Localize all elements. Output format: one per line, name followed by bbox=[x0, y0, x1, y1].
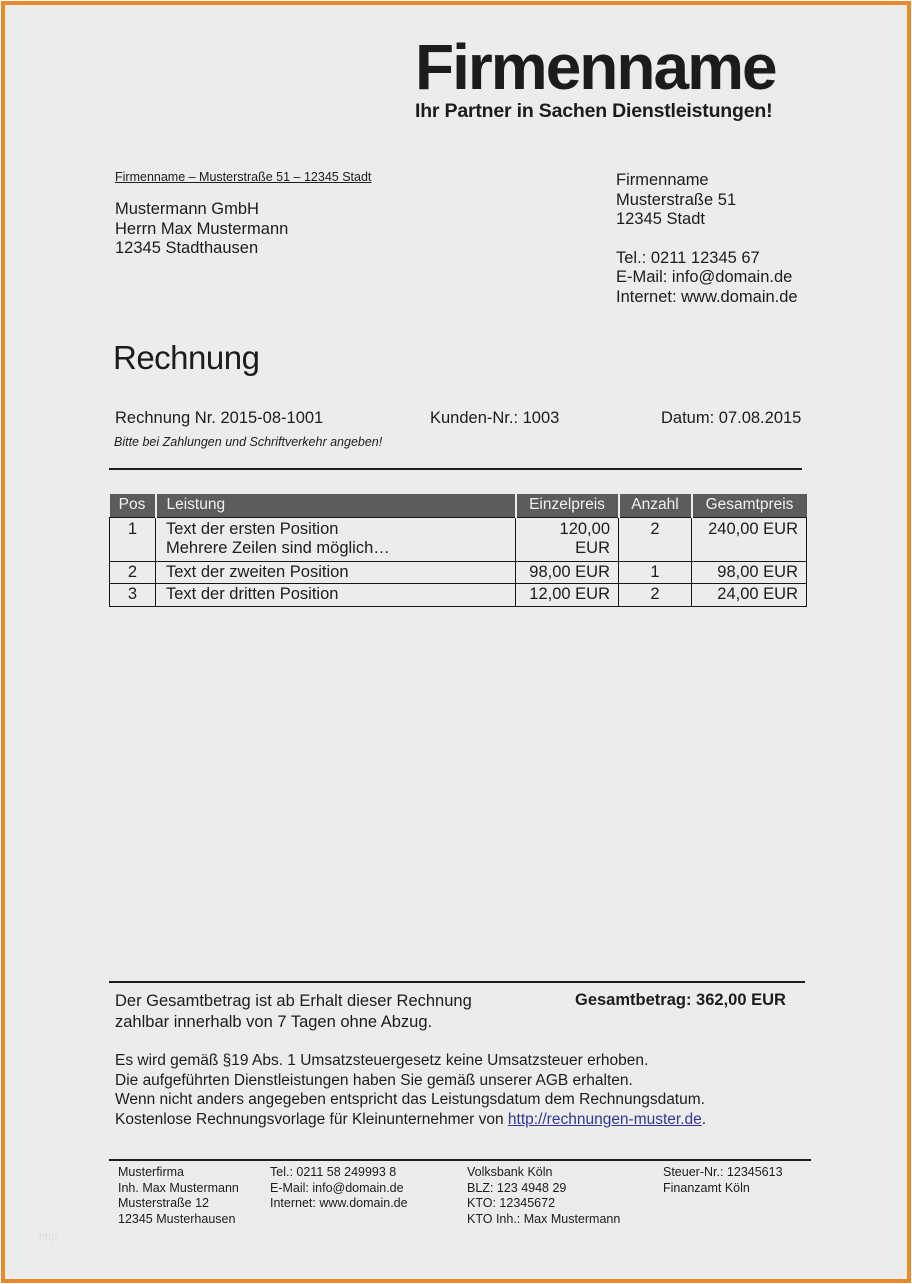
item-unit-price: 120,00 EUR bbox=[516, 517, 619, 561]
item-description: Text der dritten Position bbox=[156, 584, 516, 607]
company-logo bbox=[415, 31, 815, 123]
item-pos: 1 bbox=[110, 517, 156, 561]
divider-above-total bbox=[109, 981, 805, 983]
payment-terms-line1: Der Gesamtbetrag ist ab Erhalt dieser Rechnung bbox=[115, 992, 472, 1010]
invoice-number: Rechnung Nr. 2015-08-1001 bbox=[115, 409, 324, 427]
legal-link-suffix: . bbox=[701, 1110, 707, 1128]
item-unit-price: 98,00 EUR bbox=[516, 561, 619, 584]
legal-line-agb: Die aufgeführten Dienstleistungen haben Sie gemäß unserer AGB erhalten. bbox=[115, 1071, 633, 1089]
contact-email: E-Mail: info@domain.de bbox=[616, 268, 793, 286]
line-items-table bbox=[109, 494, 807, 607]
company-contact-block bbox=[616, 171, 798, 307]
column-header-service: Leistung bbox=[156, 494, 516, 517]
footer-contact-column bbox=[270, 1165, 408, 1212]
divider-above-table bbox=[109, 468, 802, 470]
table-header-row bbox=[110, 494, 807, 517]
contact-spacer bbox=[616, 230, 798, 249]
item-quantity: 2 bbox=[619, 584, 692, 607]
page-title: Rechnung bbox=[113, 339, 260, 376]
legal-line-service-date: Wenn nicht anders angegeben entspricht das Leistungsdatum dem Rechnungsdatum. bbox=[115, 1091, 705, 1108]
footer-bank-blz: BLZ: 123 4948 29 bbox=[467, 1180, 567, 1195]
footer-tax-office: Finanzamt Köln bbox=[663, 1180, 750, 1195]
sender-return-address: Firmenname – Musterstraße 51 – 12345 Stadt bbox=[115, 170, 372, 184]
grand-total: Gesamtbetrag: 362,00 EUR bbox=[575, 991, 786, 1009]
contact-website: Internet: www.domain.de bbox=[616, 287, 798, 306]
contact-street: Musterstraße 51 bbox=[616, 190, 737, 209]
item-total: 98,00 EUR bbox=[692, 561, 807, 584]
recipient-name: Herrn Max Mustermann bbox=[115, 219, 289, 238]
footer-tax-number: Steuer-Nr.: 12345613 bbox=[663, 1165, 783, 1179]
contact-phone: Tel.: 0211 12345 67 bbox=[616, 248, 760, 267]
item-total: 240,00 EUR bbox=[692, 517, 807, 561]
table-row bbox=[110, 561, 807, 584]
footer-website: Internet: www.domain.de bbox=[270, 1196, 408, 1210]
legal-line-tax: Es wird gemäß §19 Abs. 1 Umsatzsteuergesetz keine Umsatzsteuer erhoben. bbox=[115, 1052, 649, 1069]
column-header-pos: Pos bbox=[110, 494, 156, 517]
item-total: 24,00 EUR bbox=[692, 584, 807, 607]
divider-above-footer bbox=[109, 1159, 811, 1161]
footer-company-column bbox=[118, 1165, 239, 1227]
customer-number: Kunden-Nr.: 1003 bbox=[430, 409, 560, 427]
column-header-total: Gesamtpreis bbox=[692, 494, 807, 517]
recipient-company: Mustermann GmbH bbox=[115, 200, 259, 218]
payment-terms bbox=[115, 991, 472, 1032]
footer-owner: Inh. Max Mustermann bbox=[118, 1180, 239, 1195]
footer-bank-holder: KTO Inh.: Max Mustermann bbox=[467, 1211, 621, 1226]
item-description-line1: Text der ersten Position bbox=[166, 519, 339, 538]
payment-terms-line2: zahlbar innerhalb von 7 Tagen ohne Abzug. bbox=[115, 1012, 433, 1031]
legal-notes bbox=[115, 1051, 706, 1129]
footer-city: 12345 Musterhausen bbox=[118, 1211, 236, 1226]
item-description bbox=[156, 517, 516, 561]
item-description: Text der zweiten Position bbox=[156, 561, 516, 584]
contact-city: 12345 Stadt bbox=[616, 210, 705, 228]
template-source-link[interactable]: http://rechnungen-muster.de bbox=[507, 1110, 702, 1128]
footer-bank-column bbox=[467, 1165, 620, 1227]
footer-bank-account: KTO: 12345672 bbox=[467, 1196, 556, 1210]
item-quantity: 1 bbox=[619, 561, 692, 584]
invoice-page bbox=[1, 1, 911, 1283]
table-row bbox=[110, 517, 807, 561]
column-header-unit-price: Einzelpreis bbox=[516, 494, 619, 517]
logo-title: Firmenname bbox=[415, 31, 776, 103]
footer-bank-name: Volksbank Köln bbox=[467, 1165, 553, 1179]
item-unit-price: 12,00 EUR bbox=[516, 584, 619, 607]
item-pos: 2 bbox=[110, 561, 156, 584]
footer-street: Musterstraße 12 bbox=[118, 1196, 210, 1210]
recipient-address bbox=[115, 200, 288, 259]
column-header-quantity: Anzahl bbox=[619, 494, 692, 517]
contact-company-name: Firmenname bbox=[616, 171, 709, 189]
footer-tax-column bbox=[663, 1165, 783, 1196]
table-row bbox=[110, 584, 807, 607]
logo-tagline: Ihr Partner in Sachen Dienstleistungen! bbox=[415, 100, 773, 122]
recipient-city: 12345 Stadthausen bbox=[115, 239, 259, 257]
item-description-line2: Mehrere Zeilen sind möglich… bbox=[166, 539, 390, 557]
footer-email: E-Mail: info@domain.de bbox=[270, 1180, 404, 1195]
footer-phone: Tel.: 0211 58 249993 8 bbox=[270, 1165, 397, 1179]
legal-line-template bbox=[115, 1110, 706, 1130]
item-pos: 3 bbox=[110, 584, 156, 607]
payment-reference-note: Bitte bei Zahlungen und Schriftverkehr angeben! bbox=[114, 435, 383, 449]
faint-watermark: http bbox=[39, 1231, 58, 1243]
invoice-date: Datum: 07.08.2015 bbox=[661, 409, 802, 427]
footer-company-name: Musterfirma bbox=[118, 1165, 184, 1179]
item-quantity: 2 bbox=[619, 517, 692, 561]
legal-link-prefix: Kostenlose Rechnungsvorlage für Kleinunternehmer von bbox=[115, 1110, 508, 1128]
